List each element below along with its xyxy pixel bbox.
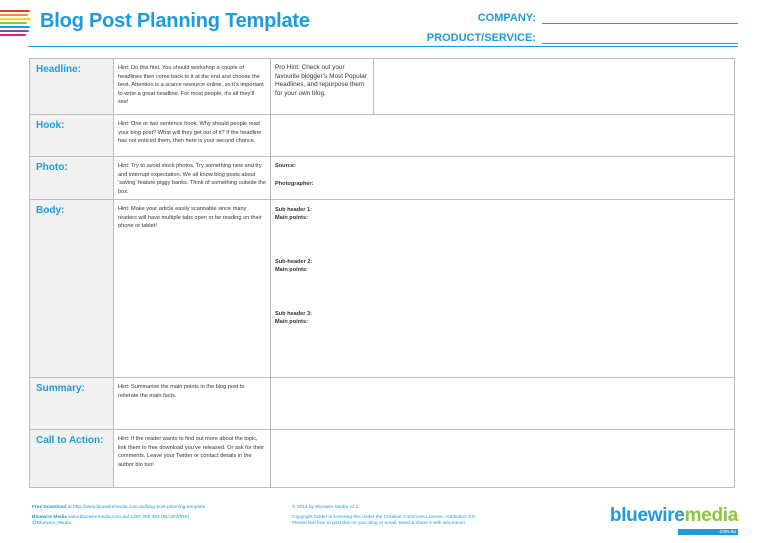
summary-label-cell [30, 378, 114, 430]
page-title: Blog Post Planning Template [40, 10, 310, 32]
company-name: Bluewire Media [32, 515, 67, 520]
body-hint-cell [114, 200, 271, 378]
subheader-1-points: Main points: [275, 215, 308, 221]
subheader-2-points: Main points: [275, 267, 308, 273]
photo-label: Photo: [36, 162, 68, 173]
photo-row [30, 157, 735, 200]
body-row [30, 200, 735, 378]
headline-hint: Hint: Do this first. You should workshop a couple of headlines then come back to it at the end and choose the best. Attention is a scarce resource online, so it’s important to write a great headline. For most people, it’s all they’ll see! [118, 65, 264, 105]
company-contact[interactable]: www.bluewiremedia.com.au/ 1300 258 394 (BLUEWIRE) [68, 515, 190, 520]
cta-label-cell [30, 430, 114, 488]
summary-hint-cell [114, 378, 271, 430]
photo-hint-cell [114, 157, 271, 200]
cta-hint-cell [114, 430, 271, 488]
free-download-link[interactable]: at http://www.bluewiremedia.com.au/blog-post-planning-template [67, 505, 206, 510]
source-label: Source: [275, 163, 296, 169]
headline-hint-cell [114, 59, 271, 115]
cta-input-cell[interactable] [271, 430, 735, 488]
photographer-label: Photographer: [275, 181, 314, 187]
header-divider [28, 46, 738, 47]
product-field[interactable] [542, 33, 738, 44]
cta-label: Call to Action: [36, 435, 104, 446]
cta-row [30, 430, 735, 488]
subheader-1-label: Sub header 1: [275, 207, 312, 213]
footer-middle [292, 505, 476, 527]
summary-row [30, 378, 735, 430]
summary-hint: Hint: Summarise the main points in the blog post to reiterate the main facts. [118, 384, 245, 399]
summary-label: Summary: [36, 383, 85, 394]
license-line-2: Please feel free to post this on your blog or email, tweet & share it with whomever. [292, 521, 467, 526]
pro-hint: Pro Hint: Check out your favourite blogger’s Most Popular Headlines, and repurpose them for your own blog. [275, 64, 367, 97]
cta-hint: Hint: If the reader wants to find out more about the topic, link them to free download you’ve released. Or ask for their comments. Leave your Twitter or contact details in the author bio too! [118, 436, 265, 468]
photo-input-cell[interactable] [271, 157, 735, 200]
subheader-3-points: Main points: [275, 319, 308, 325]
hook-input-cell[interactable] [271, 115, 735, 157]
headline-row [30, 59, 735, 115]
subheader-2-label: Sub-header 2: [275, 259, 313, 265]
subheader-3-label: Sub header 3: [275, 311, 312, 317]
summary-input-cell[interactable] [271, 378, 735, 430]
copyright-text: © 2014 by Bluewire Media v1.3 [292, 505, 359, 510]
pro-hint-cell [271, 59, 374, 115]
headline-label-cell [30, 59, 114, 115]
photo-label-cell [30, 157, 114, 200]
hook-hint-cell [114, 115, 271, 157]
footer-left [32, 505, 205, 527]
subheader-block-3 [271, 274, 734, 326]
planning-table [29, 58, 735, 488]
body-label-cell [30, 200, 114, 378]
subheader-block-2 [271, 222, 734, 274]
headline-input-cell[interactable] [374, 59, 735, 115]
license-line-1: Copyright holder is licensing this under the Creative Commons License, Attribution 3.0. [292, 515, 476, 520]
product-label: PRODUCT/SERVICE: [426, 32, 536, 44]
hook-label: Hook: [36, 120, 65, 131]
body-input-cell[interactable] [271, 200, 735, 378]
company-label: COMPANY: [477, 12, 536, 24]
company-field[interactable] [542, 13, 738, 24]
body-hint: Hint: Make your article easily scannable since many readers will have multiple tabs open or be reading on their phone or tablet! [118, 206, 262, 229]
hook-row [30, 115, 735, 157]
photo-hint: Hint: Try to avoid stock photos. Try something new and try and interrupt expectation. We all know blog posts about ‘saving’ feature piggy banks. Think of something outside the box. [118, 163, 267, 195]
subheader-block-1 [271, 200, 734, 222]
bluewire-media-logo: bluewiremedia .com.au [609, 505, 738, 535]
headline-label: Headline: [36, 64, 82, 75]
hook-label-cell [30, 115, 114, 157]
free-download-label: Free Download [32, 505, 67, 510]
body-label: Body: [36, 205, 65, 216]
hook-hint: Hint: One or two sentence hook. Why should people read your blog post? What will they get out of it? If the headline has not enticed them, then here is your second chance. [118, 121, 262, 144]
color-stripes-decoration [0, 10, 32, 38]
twitter-handle[interactable]: @Bluewire_Media [32, 521, 71, 526]
